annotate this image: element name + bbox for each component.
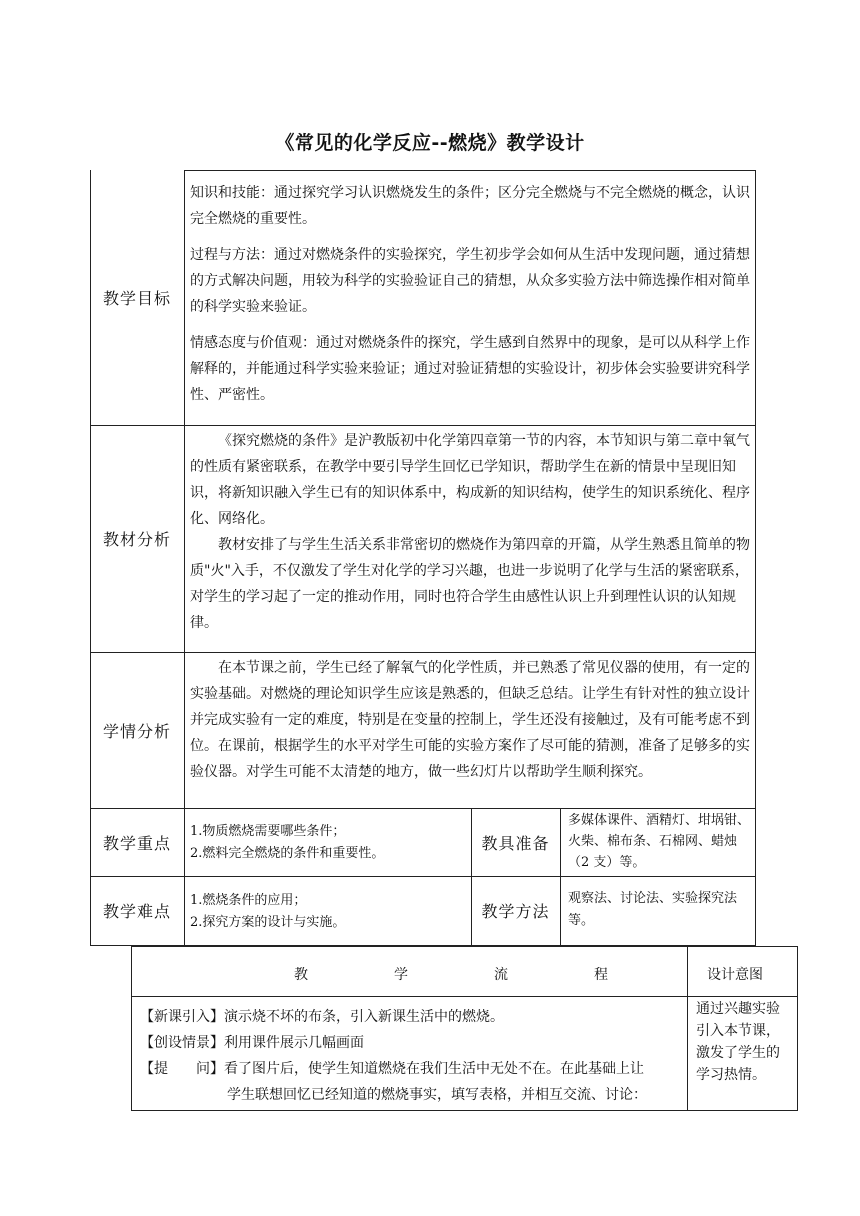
objective-attitude: 情感态度与价值观：通过对燃烧条件的探究，学生感到自然界中的现象，是可以从科学上作解释的，并能通过科学实验来验证；通过对验证猜想的实验设计，初步体会实验要讲究科学性、严密性。: [190, 335, 750, 403]
flow-border-bottom: [131, 1110, 798, 1111]
difficulty-item: 2.探究方案的设计与实施。: [190, 915, 346, 930]
flow-step-tag: 【创设情景】: [140, 1035, 224, 1051]
flow-step-text: 看了图片后，使学生知道燃烧在我们生活中无处不在。在此基础上让: [224, 1061, 644, 1077]
split-divider-2: [560, 808, 561, 946]
flow-column-divider: [687, 946, 688, 1111]
flow-header-divider: [131, 996, 798, 997]
students-content: [190, 655, 750, 785]
methods-content: 观察法、讨论法、实验探究法等。: [568, 891, 738, 928]
objective-knowledge: 知识和技能：通过探究学习认识燃烧发生的条件；区分完全燃烧与不完全燃烧的概念，认识完全燃烧的重要性。: [190, 185, 750, 227]
objectives-content: [190, 180, 750, 408]
methods-label: 教学方法: [481, 902, 550, 921]
table-border-right: [755, 170, 756, 946]
document-title: 《常见的化学反应--燃烧》教学设计: [275, 132, 585, 154]
key-points-label: 教学重点: [102, 833, 171, 853]
flow-header-char: 流: [494, 967, 508, 983]
textbook-content: [190, 428, 750, 636]
flow-border-left: [131, 946, 132, 1111]
equipment-content: 多媒体课件、酒精灯、坩埚钳、火柴、棉布条、石棉网、蜡烛（2 支）等。: [568, 813, 751, 870]
students-paragraph: 在本节课之前，学生已经了解氧气的化学性质，并已熟悉了常见仪器的使用，有一定的实验基础。对燃烧的理论知识学生应该是熟悉的，但缺乏总结。让学生有针对性的独立设计并完成实验有一定的难度，特别是在变量的控制上，学生还没有接触过，及有可能考虑不到位。在课前，根据学生的水平对学生可能的实验方案作了尽可能的猜测，准备了足够多的实验仪器。对学生可能不太清楚的地方，做一些幻灯片以帮助学生顺利探究。: [190, 660, 750, 780]
design-intent-text: 通过兴趣实验引入本节课，激发了学生的学习热情。: [696, 1001, 780, 1083]
key-point-item: 2.燃料完全燃烧的条件和重要性。: [190, 846, 385, 861]
textbook-paragraph: 教材安排了与学生生活关系非常密切的燃烧作为第四章的开篇，从学生熟悉且简单的物质"火"入手，不仅激发了学生对化学的学习兴趣，也进一步说明了化学与生活的紧密联系，对学生的学习起了一定的推动作用，同时也符合学生由感性认识上升到理性认识的认知规律。: [190, 537, 750, 631]
flow-header-char: 学: [394, 967, 408, 983]
objective-process: 过程与方法：通过对燃烧条件的实验探究，学生初步学会如何从生活中发现问题，通过猜想的方式解决问题，用较为科学的实验验证自己的猜想，从众多实验方法中筛选操作相对简单的科学实验来验证。: [190, 247, 750, 315]
flow-border-right: [797, 946, 798, 1111]
textbook-label: 教材分析: [102, 530, 171, 549]
table-border-top: [184, 170, 756, 171]
flow-step: [140, 1004, 685, 1030]
design-intent-header: 设计意图: [707, 967, 763, 983]
difficulties-content: [190, 890, 468, 934]
flow-border-top: [131, 946, 798, 947]
teaching-flow-table: [131, 946, 798, 1111]
key-point-item: 1.物质燃烧需要哪些条件；: [190, 824, 346, 839]
students-label: 学情分析: [102, 721, 171, 741]
flow-step-continuation: 学生联想回忆已经知道的燃烧事实，填写表格，并相互交流、讨论：: [227, 1087, 647, 1103]
equipment-label: 教具准备: [481, 833, 550, 853]
textbook-paragraph: 《探究燃烧的条件》是沪教版初中化学第四章第一节的内容，本节知识与第二章中氧气的性质有紧密联系，在教学中要引导学生回忆已学知识，帮助学生在新的情景中呈现旧知识，将新知识融入学生已有的知识体系中，构成新的知识结构，使学生的知识系统化、程序化、网络化。: [190, 433, 750, 527]
row-divider: [90, 652, 756, 653]
flow-step-tag: 【新课引入】: [140, 1009, 224, 1025]
flow-step: [140, 1030, 685, 1056]
flow-step-tag: 【提 问】: [140, 1061, 224, 1077]
row-divider: [90, 876, 756, 877]
flow-header-char: 教: [294, 967, 308, 983]
row-divider: [90, 808, 756, 809]
lesson-design-table: [90, 170, 756, 946]
flow-steps: [140, 1004, 685, 1108]
key-points-content: [190, 821, 468, 865]
label-column-divider: [184, 170, 185, 946]
row-divider: [90, 425, 756, 426]
difficulties-label: 教学难点: [102, 902, 171, 921]
flow-step: [140, 1056, 685, 1082]
flow-step-text: 利用课件展示几幅画面: [224, 1035, 364, 1051]
objectives-label: 教学目标: [102, 289, 171, 308]
flow-header-char: 程: [594, 967, 608, 983]
flow-step-text: 演示烧不坏的布条，引入新课生活中的燃烧。: [224, 1009, 504, 1025]
difficulty-item: 1.燃烧条件的应用；: [190, 893, 307, 908]
